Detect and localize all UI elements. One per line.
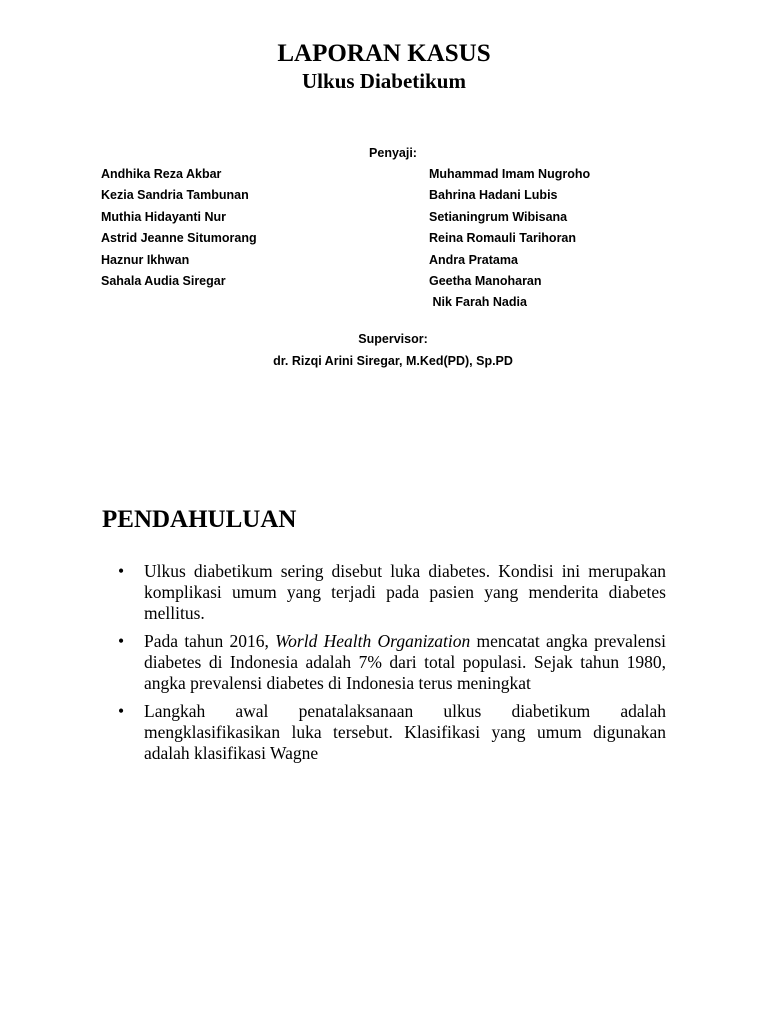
supervisor-label: Supervisor:: [358, 332, 428, 346]
list-item: [118, 631, 666, 694]
bullet-text: [144, 631, 666, 694]
presenter-name: Muthia Hidayanti Nur: [101, 209, 227, 224]
bullet-text-part: Pada tahun 2016,: [144, 631, 276, 651]
section-heading: PENDAHULUAN: [102, 506, 297, 533]
presenter-name: Andra Pratama: [429, 252, 518, 267]
presenters-left-column: [101, 166, 257, 294]
presenter-name: Reina Romauli Tarihoran: [429, 231, 577, 246]
cover-slide: [0, 0, 768, 400]
bullet-text: Langkah awal penatalaksanaan ulkus diabetikum adalah mengklasifikasikan luka tersebut. Klasifikasi yang umum digunakan adalah klasifikasi Wagne: [144, 701, 666, 763]
presenter-name: Nik Farah Nadia: [429, 295, 527, 310]
presenters-right-column: [429, 166, 590, 316]
list-item: [118, 701, 666, 764]
bullet-text: Ulkus diabetikum sering disebut luka diabetes. Kondisi ini merupakan komplikasi umum yang terjadi pada pasien yang menderita diabetes mellitus.: [144, 561, 666, 623]
bullet-text-part: mencatat angka prevalensi diabetes di Indonesia adalah 7% dari total populasi. Sejak tahun 1980, angka prevalensi diabetes di Indonesia terus meningkat: [144, 631, 667, 693]
presenters-label: Penyaji:: [369, 146, 417, 160]
presenter-name: Bahrina Hadani Lubis: [429, 188, 558, 203]
bullet-marker: •: [118, 701, 125, 721]
list-item: [118, 561, 666, 624]
presenter-name: Andhika Reza Akbar: [101, 167, 222, 181]
presenter-name: Sahala Audia Siregar: [101, 273, 226, 288]
bullet-marker: •: [118, 561, 125, 581]
intro-bullet-list: [118, 561, 666, 771]
presenter-name: Haznur Ikhwan: [101, 252, 190, 267]
report-subtitle: Ulkus Diabetikum: [302, 69, 466, 93]
bullet-marker: •: [118, 631, 125, 651]
organization-name: World Health Organization: [275, 631, 471, 651]
presenter-name: Geetha Manoharan: [429, 273, 542, 288]
supervisor-name: dr. Rizqi Arini Siregar, M.Ked(PD), Sp.PD: [273, 354, 513, 368]
report-title: LAPORAN KASUS: [277, 40, 491, 67]
presenter-name: Muhammad Imam Nugroho: [429, 167, 591, 181]
presenter-name: Kezia Sandria Tambunan: [101, 188, 249, 203]
presenter-name: Setianingrum Wibisana: [429, 209, 568, 224]
presenter-name: Astrid Jeanne Situmorang: [101, 231, 257, 246]
